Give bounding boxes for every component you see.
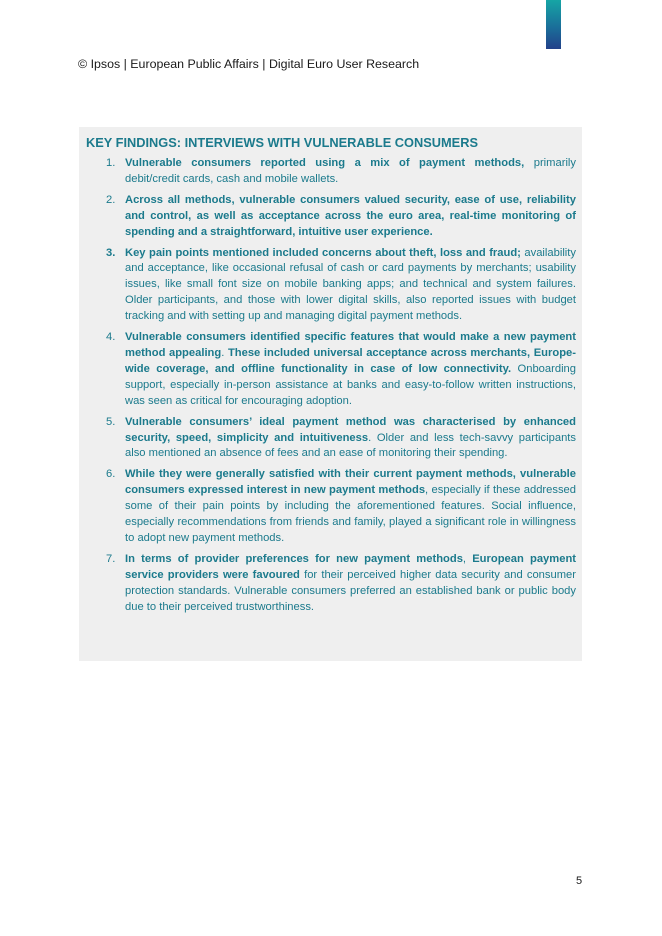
finding-body-text: Onboarding support, especially in-person assistance at banks and easy-to-follow written instructions, was seen as critical for encouraging adoption.: [125, 362, 576, 407]
finding-number: 6.: [106, 468, 116, 481]
key-findings-title: KEY FINDINGS: INTERVIEWS WITH VULNERABLE CONSUMERS: [86, 135, 478, 150]
finding-item-7: [86, 552, 576, 616]
finding-body-text: .: [221, 346, 228, 359]
finding-highlight-text: Vulnerable consumers’ ideal payment method was characterised by enhanced security, speed, simplicity and intuitiveness: [125, 415, 576, 444]
corner-accent-bar: [546, 0, 561, 49]
finding-item-3: [86, 246, 576, 326]
finding-item-2: [86, 193, 576, 241]
page-number: 5: [576, 875, 583, 887]
finding-body-text: availability and acceptance, like occasional refusal of cash or card payments by merchants; usability issues, like small font size on mobile banking apps; and technical and system failures. Older participants, and those with lower digital skills, also reported issues with budget tracking and with setting up and managing digital payment methods.: [125, 246, 576, 323]
finding-body-text: ,: [462, 552, 473, 565]
finding-number: 1.: [106, 157, 116, 169]
key-findings-box: [79, 127, 582, 661]
page-header: © Ipsos | European Public Affairs | Digital Euro User Research: [78, 57, 420, 71]
finding-item-4: [86, 330, 576, 410]
finding-body-text: . Older and less tech-savvy participants also mentioned an absence of fees and an ease of monitoring their spending.: [125, 431, 576, 460]
finding-number: 4.: [106, 331, 116, 344]
finding-highlight-text: Across all methods, vulnerable consumers valued security, ease of use, reliability and control, as well as acceptance across the euro area, real-time monitoring of spending and a straightforward, intuitive user experience.: [125, 193, 576, 238]
finding-highlight-text: Key pain points mentioned included concerns about theft, loss and fraud;: [125, 246, 521, 259]
finding-number: 3.: [106, 246, 116, 259]
finding-number: 7.: [106, 552, 116, 565]
finding-body-text: primarily debit/credit cards, cash and mobile wallets.: [125, 157, 577, 185]
finding-item-1: [86, 156, 576, 188]
finding-body-text: , especially if these addressed some of their pain points by including the aforementioned features. Social influence, especially recommendations from friends and family, played a significant role in willingness to adopt new payment methods.: [125, 484, 576, 544]
finding-highlight-text: Vulnerable consumers reported using a mix of payment methods,: [125, 157, 525, 169]
finding-highlight-text: Vulnerable consumers identified specific features that would make a new payment method appealing: [125, 331, 576, 359]
finding-highlight-text: These included universal acceptance across merchants, Europe-wide coverage, and offline functionality in case of low connectivity.: [125, 346, 576, 375]
finding-number: 5.: [106, 415, 116, 428]
finding-highlight-text: In terms of provider preferences for new payment methods: [125, 552, 463, 565]
finding-item-5: [86, 415, 576, 463]
finding-number: 2.: [106, 193, 116, 206]
finding-highlight-text: European payment service providers were favoured: [125, 552, 577, 581]
finding-highlight-text: While they were generally satisfied with their current payment methods, vulnerable consumers expressed interest in new payment methods: [125, 468, 576, 497]
finding-body-text: for their perceived higher data security and consumer protection standards. Vulnerable consumers preferred an established bank or public body due to their perceived trustworthiness.: [125, 568, 576, 613]
finding-item-6: [86, 467, 576, 547]
key-findings-list: [86, 156, 576, 615]
